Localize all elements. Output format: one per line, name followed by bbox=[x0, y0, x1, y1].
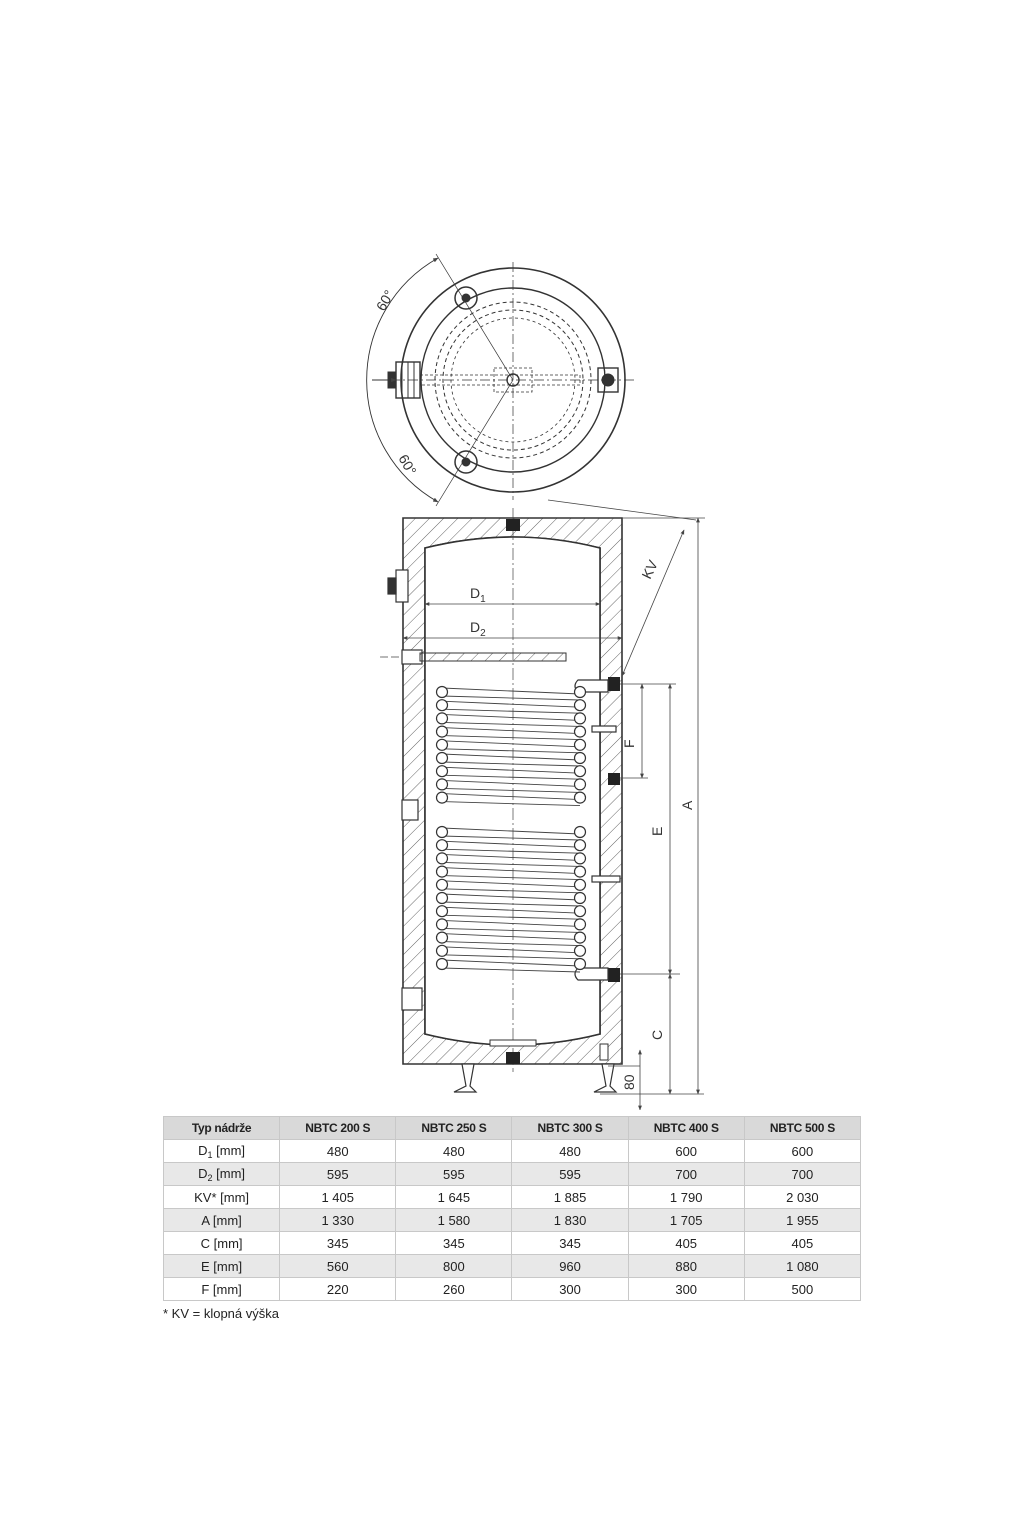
coil-turn bbox=[575, 753, 586, 764]
left-flange-top bbox=[396, 570, 408, 602]
row-label: F [mm] bbox=[164, 1278, 280, 1301]
table-cell: 595 bbox=[280, 1163, 396, 1186]
inner-tank bbox=[425, 537, 600, 1045]
dim-label-f: F bbox=[621, 739, 637, 748]
bottom-port bbox=[506, 1052, 520, 1064]
table-row bbox=[164, 1255, 861, 1278]
coil-turn bbox=[575, 779, 586, 790]
table-cell: 480 bbox=[280, 1140, 396, 1163]
port-coil-out bbox=[608, 968, 620, 982]
table-cell: 260 bbox=[396, 1278, 512, 1301]
coil-turn bbox=[575, 945, 586, 956]
table-cell: 1 830 bbox=[512, 1209, 628, 1232]
table-cell: 600 bbox=[744, 1140, 860, 1163]
angle-ray-lower bbox=[436, 380, 513, 506]
table-cell: 1 330 bbox=[280, 1209, 396, 1232]
dim-label-kv: KV bbox=[638, 557, 661, 582]
table-cell: 700 bbox=[628, 1163, 744, 1186]
table-cell: 1 955 bbox=[744, 1209, 860, 1232]
coil-turn bbox=[437, 766, 448, 777]
coil-turn bbox=[437, 919, 448, 930]
coil-turn bbox=[575, 932, 586, 943]
coil-turn bbox=[575, 713, 586, 724]
dim-label-80: 80 bbox=[621, 1074, 637, 1090]
table-cell: 800 bbox=[396, 1255, 512, 1278]
table-cell: 500 bbox=[744, 1278, 860, 1301]
port-mid-right-1 bbox=[592, 726, 616, 732]
port-sensor bbox=[608, 773, 620, 785]
header-model: NBTC 200 S bbox=[280, 1117, 396, 1140]
coil-turn bbox=[575, 766, 586, 777]
table-row bbox=[164, 1209, 861, 1232]
coil-turn bbox=[575, 959, 586, 970]
table-cell: 345 bbox=[280, 1232, 396, 1255]
coil-turn bbox=[575, 792, 586, 803]
left-flange-top-cap bbox=[388, 578, 396, 594]
table-row bbox=[164, 1232, 861, 1255]
coil-turn bbox=[437, 792, 448, 803]
table-cell: 345 bbox=[396, 1232, 512, 1255]
table-cell: 880 bbox=[628, 1255, 744, 1278]
table-row bbox=[164, 1140, 861, 1163]
table-cell: 595 bbox=[396, 1163, 512, 1186]
table-cell: 2 030 bbox=[744, 1186, 860, 1209]
left-mid-flange bbox=[402, 800, 418, 820]
top-view-right-fitting-dot bbox=[602, 374, 614, 386]
table-cell: 600 bbox=[628, 1140, 744, 1163]
table-cell: 405 bbox=[628, 1232, 744, 1255]
foot-bracket bbox=[600, 1044, 608, 1060]
coil-turn bbox=[437, 713, 448, 724]
spec-table bbox=[163, 1116, 861, 1301]
table-cell: 1 580 bbox=[396, 1209, 512, 1232]
table-cell: 405 bbox=[744, 1232, 860, 1255]
angle-label-bottom: 60° bbox=[395, 451, 420, 478]
table-cell: 1 080 bbox=[744, 1255, 860, 1278]
port-coil-in bbox=[608, 677, 620, 691]
coil-turn bbox=[437, 932, 448, 943]
header-model: NBTC 400 S bbox=[628, 1117, 744, 1140]
coil-turn bbox=[575, 879, 586, 890]
coil-turn bbox=[575, 919, 586, 930]
coil-turn bbox=[437, 893, 448, 904]
coil-turn bbox=[437, 726, 448, 737]
table-cell: 1 790 bbox=[628, 1186, 744, 1209]
coil-turn bbox=[575, 906, 586, 917]
table-cell: 700 bbox=[744, 1163, 860, 1186]
foot-left bbox=[454, 1064, 476, 1092]
footnote: * KV = klopná výška bbox=[163, 1306, 279, 1321]
coil-turn bbox=[437, 840, 448, 851]
header-type: Typ nádrže bbox=[164, 1117, 280, 1140]
row-label: A [mm] bbox=[164, 1209, 280, 1232]
heater-rod bbox=[420, 653, 566, 661]
dim-label-d2: $D_2$ bbox=[470, 619, 486, 639]
row-label: $D_1$ [mm] bbox=[164, 1140, 280, 1163]
coil-turn bbox=[437, 779, 448, 790]
coil-turn bbox=[575, 726, 586, 737]
angle-label-top: 60° bbox=[372, 287, 398, 314]
port-mid-right-2 bbox=[592, 876, 620, 882]
coil-turn bbox=[575, 866, 586, 877]
left-heater-flange bbox=[402, 650, 422, 664]
header-model: NBTC 250 S bbox=[396, 1117, 512, 1140]
table-cell: 560 bbox=[280, 1255, 396, 1278]
foot-right bbox=[594, 1064, 616, 1092]
table-cell: 595 bbox=[512, 1163, 628, 1186]
coil-turn bbox=[437, 959, 448, 970]
table-cell: 480 bbox=[512, 1140, 628, 1163]
table-cell: 1 405 bbox=[280, 1186, 396, 1209]
coil-turn bbox=[437, 753, 448, 764]
coil-turn bbox=[437, 879, 448, 890]
table-cell: 480 bbox=[396, 1140, 512, 1163]
angle-ray-upper bbox=[436, 254, 513, 380]
dim-kv-top bbox=[548, 500, 696, 520]
dim-label-d1: $D_1$ bbox=[470, 585, 486, 605]
table-cell: 300 bbox=[628, 1278, 744, 1301]
coil-turn bbox=[437, 866, 448, 877]
spec-table-body bbox=[164, 1140, 861, 1301]
table-cell: 345 bbox=[512, 1232, 628, 1255]
dim-label-c: C bbox=[649, 1029, 665, 1040]
side-section bbox=[380, 508, 622, 1092]
table-row bbox=[164, 1278, 861, 1301]
coil-turn bbox=[437, 945, 448, 956]
table-cell: 1 705 bbox=[628, 1209, 744, 1232]
row-label: E [mm] bbox=[164, 1255, 280, 1278]
top-port bbox=[506, 519, 520, 531]
dim-label-a: A bbox=[679, 800, 695, 810]
table-cell: 220 bbox=[280, 1278, 396, 1301]
coil-turn bbox=[575, 893, 586, 904]
coil-turn bbox=[575, 827, 586, 838]
coil-turn bbox=[437, 700, 448, 711]
coil-turn bbox=[575, 700, 586, 711]
coil-turn bbox=[437, 906, 448, 917]
table-row bbox=[164, 1186, 861, 1209]
header-model: NBTC 300 S bbox=[512, 1117, 628, 1140]
coil-turn bbox=[437, 827, 448, 838]
coil-turn bbox=[575, 687, 586, 698]
coil-turn bbox=[437, 687, 448, 698]
coil-turn bbox=[437, 853, 448, 864]
spec-table-header bbox=[164, 1117, 861, 1140]
row-label: KV* [mm] bbox=[164, 1186, 280, 1209]
coil-turn bbox=[575, 840, 586, 851]
row-label: $D_2$ [mm] bbox=[164, 1163, 280, 1186]
header-model: NBTC 500 S bbox=[744, 1117, 860, 1140]
left-bottom-flange bbox=[402, 988, 422, 1010]
table-cell: 300 bbox=[512, 1278, 628, 1301]
coil-turn bbox=[575, 853, 586, 864]
dim-kv bbox=[622, 530, 684, 676]
table-row bbox=[164, 1163, 861, 1186]
table-cell: 1 885 bbox=[512, 1186, 628, 1209]
coil-turn bbox=[575, 739, 586, 750]
row-label: C [mm] bbox=[164, 1232, 280, 1255]
dim-label-e: E bbox=[649, 826, 665, 836]
table-cell: 1 645 bbox=[396, 1186, 512, 1209]
table-cell: 960 bbox=[512, 1255, 628, 1278]
coil-turn bbox=[437, 739, 448, 750]
bottom-drain bbox=[490, 1040, 536, 1046]
